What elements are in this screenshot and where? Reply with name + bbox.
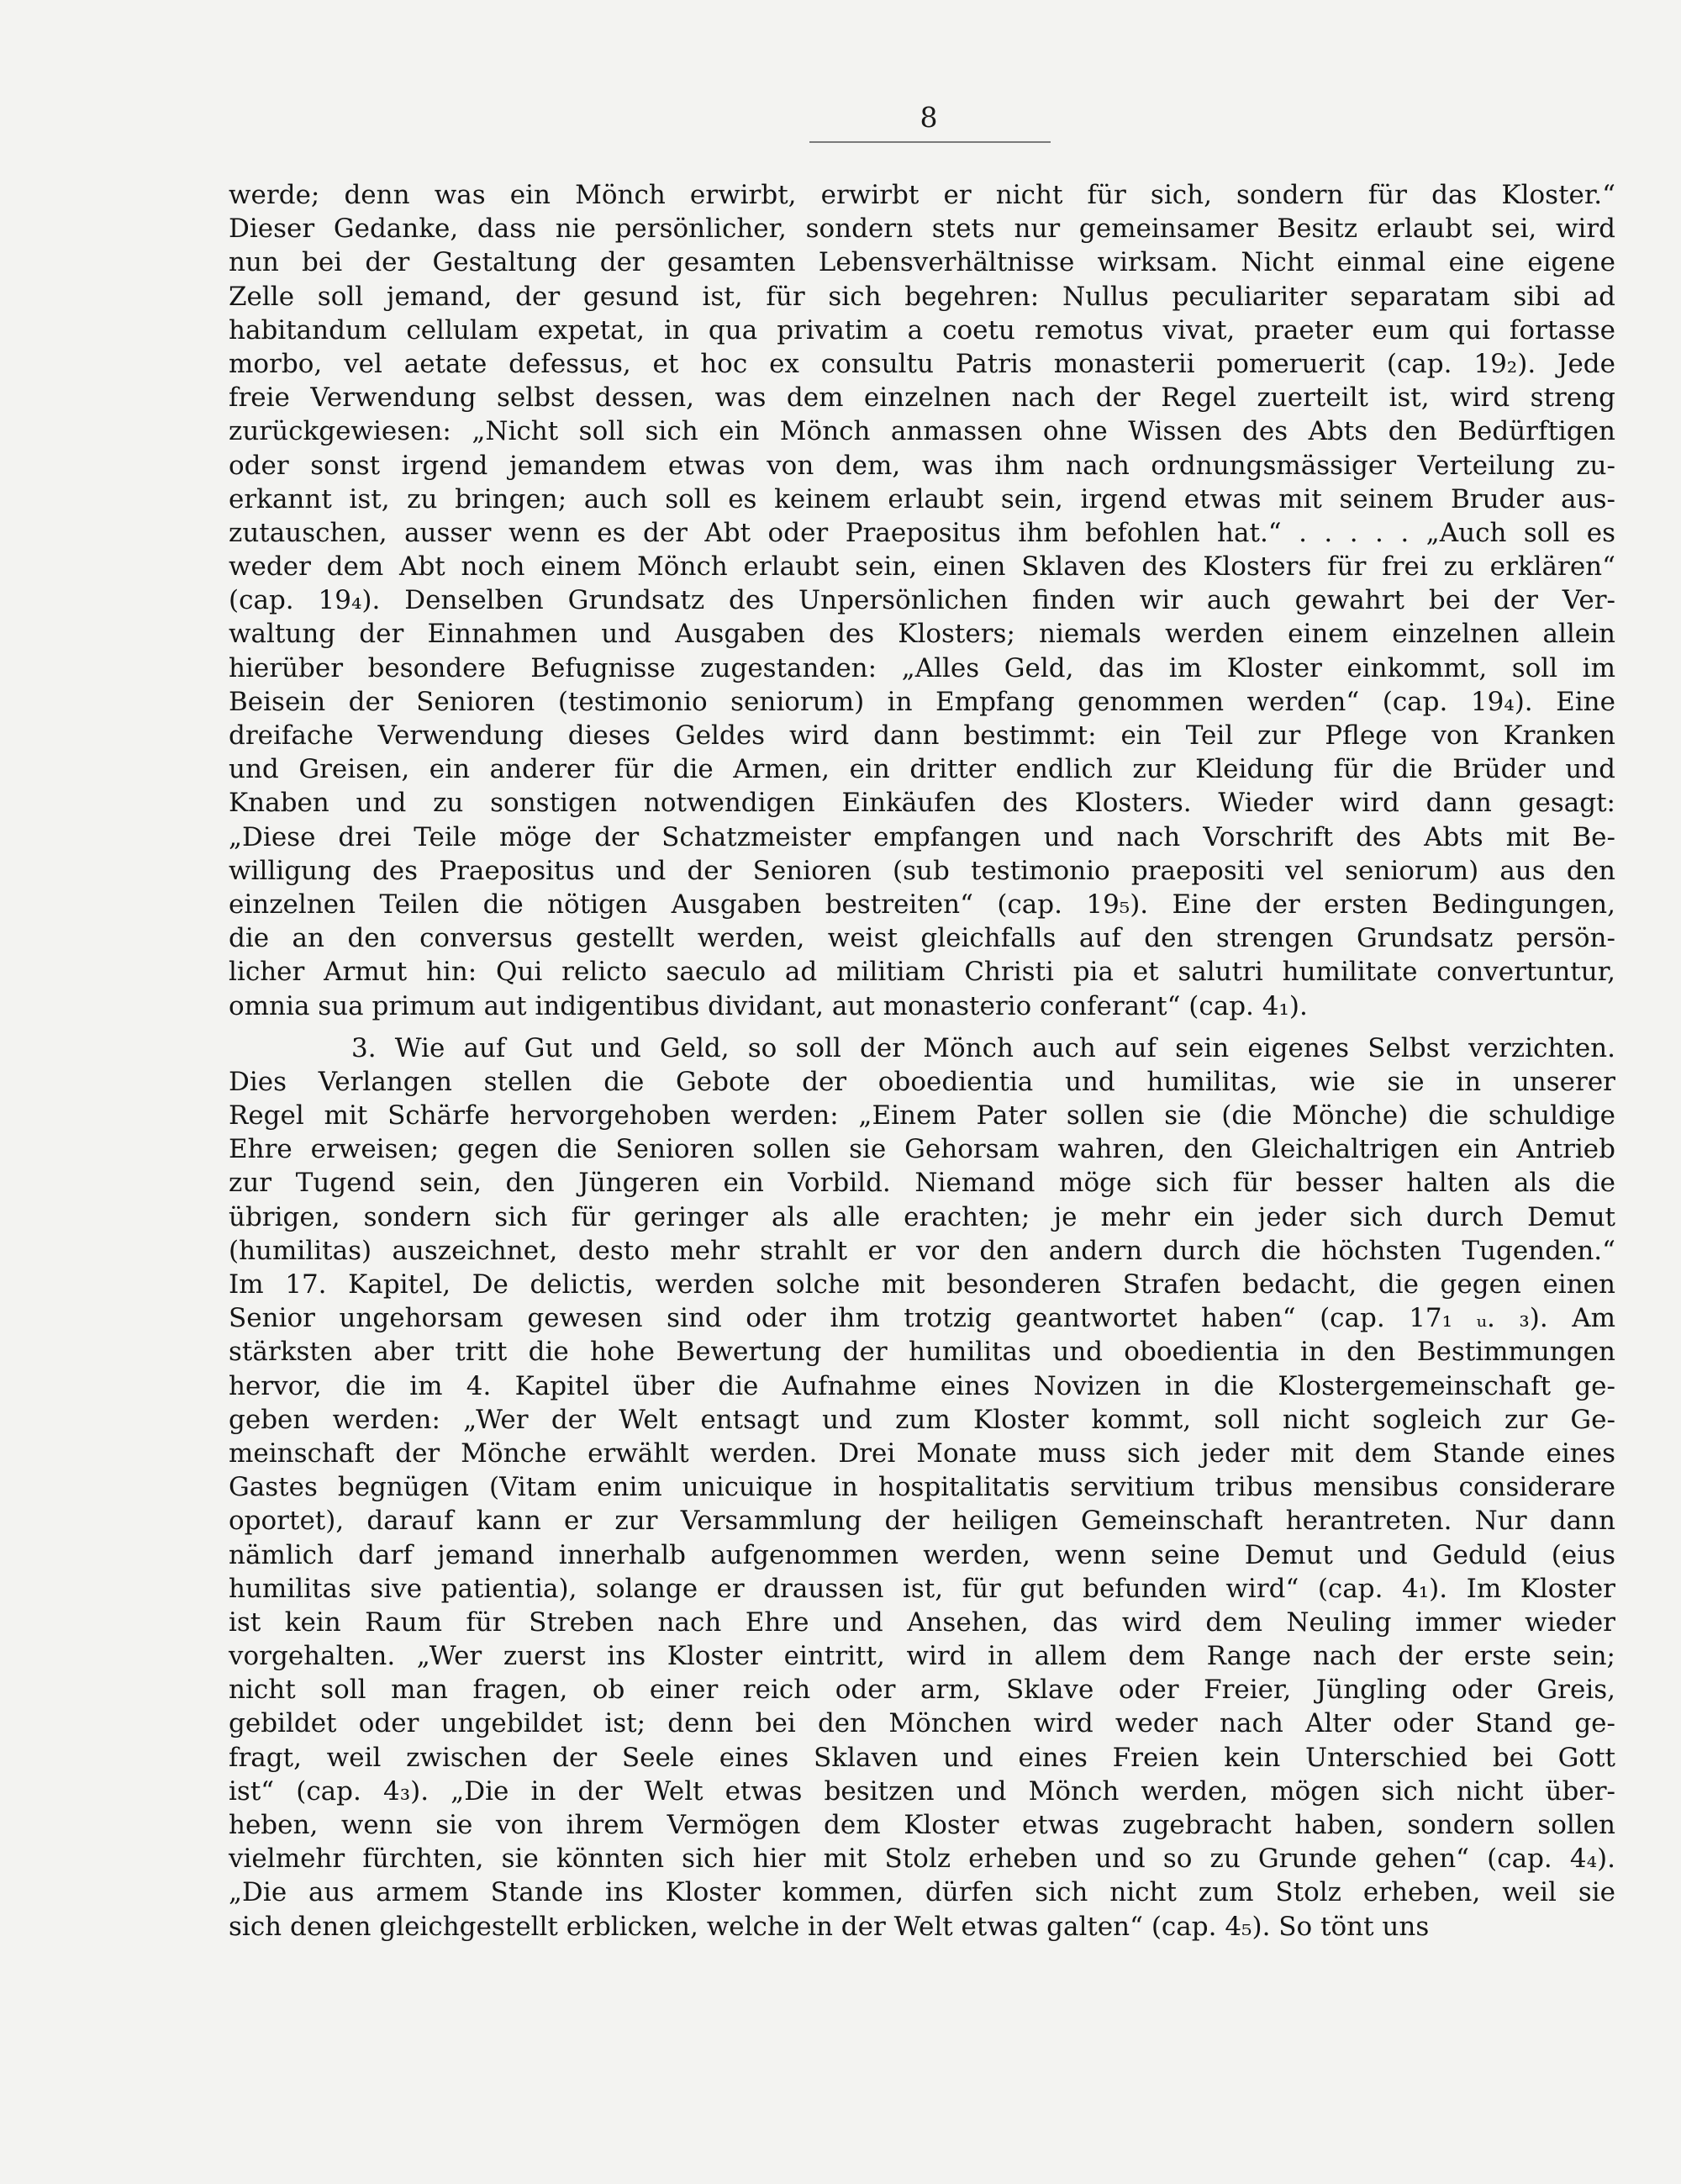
text-line: (humilitas) auszeichnet, desto mehr strahlt er vor den andern durch die höchsten Tugenden.“ [229, 1235, 1615, 1266]
text-line: einzelnen Teilen die nötigen Ausgaben bestreiten“ (cap. 19₅). Eine der ersten Bedingungen, [229, 889, 1615, 920]
text-line: Zelle soll jemand, der gesund ist, für sich begehren: Nullus peculiariter separatam sibi ad [229, 281, 1615, 312]
paragraph-2 [229, 1031, 1615, 1944]
text-line: meinschaft der Mönche erwählt werden. Drei Monate muss sich jeder mit dem Stande eines [229, 1438, 1615, 1469]
text-line: oportet), darauf kann er zur Versammlung der heiligen Gemeinschaft herantreten. Nur dann [229, 1506, 1615, 1537]
text-line: Dieser Gedanke, dass nie persönlicher, sondern stets nur gemeinsamer Besitz erlaubt sei, wird [229, 214, 1615, 245]
text-line: nun bei der Gestaltung der gesamten Lebensverhältnisse wirksam. Nicht einmal eine eigene [229, 247, 1615, 278]
text-line: Knaben und zu sonstigen notwendigen Einkäufen des Klosters. Wieder wird dann gesagt: [229, 788, 1615, 819]
text-line: werde; denn was ein Mönch erwirbt, erwirbt er nicht für sich, sondern für das Kloster.“ [229, 180, 1615, 210]
text-line: (cap. 19₄). Denselben Grundsatz des Unpersönlichen finden wir auch gewahrt bei der Ver- [229, 585, 1615, 616]
paragraph-gap [229, 1023, 1615, 1031]
text-line: ist“ (cap. 4₃). „Die in der Welt etwas besitzen und Mönch werden, mögen sich nicht über- [229, 1775, 1615, 1807]
text-line: willigung des Praepositus und der Senioren (sub testimonio praepositi vel seniorum) aus den [229, 855, 1615, 886]
text-line: habitandum cellulam expetat, in qua privatim a coetu remotus vivat, praeter eum qui fortasse [229, 314, 1615, 346]
text-line: waltung der Einnahmen und Ausgaben des Klosters; niemals werden einem einzelnen allein [229, 619, 1615, 650]
page-number: 8 [920, 101, 938, 134]
text-line: zur Tugend sein, den Jüngeren ein Vorbild. Niemand möge sich für besser halten als die [229, 1168, 1615, 1199]
text-line: Gastes begnügen (Vitam enim unicuique in hospitalitatis servitium tribus mensibus considerare [229, 1472, 1615, 1503]
text-line: zurückgewiesen: „Nicht soll sich ein Mönch anmassen ohne Wissen des Abts den Bedürftigen [229, 416, 1615, 447]
text-line: Senior ungehorsam gewesen sind oder ihm trotzig geantwortet haben“ (cap. 17₁ ᵤ. ₃). Am [229, 1303, 1615, 1334]
text-line: Im 17. Kapitel, De delictis, werden solche mit besonderen Strafen bedacht, die gegen einen [229, 1269, 1615, 1300]
body-text [229, 178, 1615, 1944]
header-rule [809, 141, 1051, 143]
text-line: morbo, vel aetate defessus, et hoc ex consultu Patris monasterii pomeruerit (cap. 19₂). Jede [229, 348, 1615, 379]
text-line: geben werden: „Wer der Welt entsagt und zum Kloster kommt, soll nicht sogleich zur Ge- [229, 1404, 1615, 1435]
text-line: Dies Verlangen stellen die Gebote der oboedientia und humilitas, wie sie in unserer [229, 1066, 1615, 1097]
text-line: hierüber besondere Befugnisse zugestanden: „Alles Geld, das im Kloster einkommt, soll im [229, 652, 1615, 683]
text-line: erkannt ist, zu bringen; auch soll es keinem erlaubt sein, irgend etwas mit seinem Bruder aus- [229, 483, 1615, 514]
text-line: „Diese drei Teile möge der Schatzmeister empfangen und nach Vorschrift des Abts mit Be- [229, 821, 1615, 852]
text-line: stärksten aber tritt die hohe Bewertung der humilitas und oboedientia in den Bestimmungen [229, 1337, 1615, 1368]
text-line: nämlich darf jemand innerhalb aufgenommen werden, wenn seine Demut und Geduld (eius [229, 1539, 1615, 1570]
text-line: zutauschen, ausser wenn es der Abt oder Praepositus ihm befohlen hat.“ . . . . . „Auch soll es [229, 517, 1615, 548]
text-line: freie Verwendung selbst dessen, was dem einzelnen nach der Regel zuerteilt ist, wird streng [229, 382, 1615, 414]
text-line: sich denen gleichgestellt erblicken, welche in der Welt etwas galten“ (cap. 4₅). So tönt uns [229, 1911, 1430, 1942]
text-line: die an den conversus gestellt werden, weist gleichfalls auf den strengen Grundsatz persön- [229, 923, 1615, 954]
text-line: weder dem Abt noch einem Mönch erlaubt sein, einen Sklaven des Klosters für frei zu erklären“ [229, 551, 1615, 583]
text-line: omnia sua primum aut indigentibus dividant, aut monasterio conferant“ (cap. 4₁). [229, 990, 1308, 1021]
text-line: und Greisen, ein anderer für die Armen, ein dritter endlich zur Kleidung für die Brüder und [229, 754, 1615, 785]
text-line: vielmehr fürchten, sie könnten sich hier mit Stolz erheben und so zu Grunde gehen“ (cap. 4₄). [229, 1844, 1615, 1875]
paragraph-1 [229, 178, 1615, 1023]
text-line: dreifache Verwendung dieses Geldes wird dann bestimmt: ein Teil zur Pflege von Kranken [229, 720, 1615, 751]
text-line: gebildet oder ungebildet ist; denn bei den Mönchen wird weder nach Alter oder Stand ge- [229, 1708, 1615, 1739]
text-line: fragt, weil zwischen der Seele eines Sklaven und eines Freien kein Unterschied bei Gott [229, 1742, 1615, 1773]
text-line: ist kein Raum für Streben nach Ehre und Ansehen, das wird dem Neuling immer wieder [229, 1606, 1615, 1638]
text-line: vorgehalten. „Wer zuerst ins Kloster eintritt, wird in allem dem Range nach der erste sein; [229, 1641, 1615, 1672]
text-line: heben, wenn sie von ihrem Vermögen dem Kloster etwas zugebracht haben, sondern sollen [229, 1810, 1615, 1840]
text-line: „Die aus armem Stande ins Kloster kommen, dürfen sich nicht zum Stolz erheben, weil sie [229, 1877, 1615, 1908]
text-line: nicht soll man fragen, ob einer reich oder arm, Sklave oder Freier, Jüngling oder Greis, [229, 1675, 1615, 1706]
text-line: hervor, die im 4. Kapitel über die Aufnahme eines Novizen in die Klostergemeinschaft ge- [229, 1370, 1615, 1401]
text-line: Beisein der Senioren (testimonio seniorum) in Empfang genommen werden“ (cap. 19₄). Eine [229, 686, 1615, 717]
text-line: humilitas sive patientia), solange er draussen ist, für gut befunden wird“ (cap. 4₁). Im Kloster [229, 1573, 1615, 1604]
text-line: Ehre erweisen; gegen die Senioren sollen sie Gehorsam wahren, den Gleichaltrigen ein Antrieb [229, 1134, 1615, 1165]
text-line: licher Armut hin: Qui relicto saeculo ad militiam Christi pia et salutri humilitate convertuntur, [229, 957, 1615, 988]
text-line: Regel mit Schärfe hervorgehoben werden: „Einem Pater sollen sie (die Mönche) die schuldige [229, 1100, 1615, 1132]
text-line: übrigen, sondern sich für geringer als alle erachten; je mehr ein jeder sich durch Demut [229, 1201, 1615, 1232]
text-line: 3. Wie auf Gut und Geld, so soll der Mönch auch auf sein eigenes Selbst verzichten. [351, 1032, 1615, 1063]
text-line: oder sonst irgend jemandem etwas von dem, was ihm nach ordnungsmässiger Verteilung zu- [229, 450, 1615, 481]
